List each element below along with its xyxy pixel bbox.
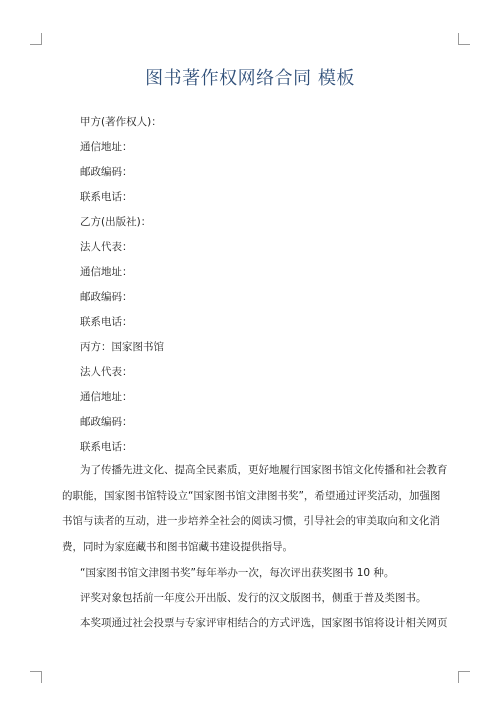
- field-party-b-address: 通信地址：: [80, 266, 133, 278]
- paragraph-scope: 评奖对象包括前一年度公开出版、发行的汉文版图书，侧重于普及类图书。: [80, 592, 427, 604]
- field-party-b-phone: 联系电话：: [80, 316, 133, 328]
- crop-mark-top-right: [458, 33, 470, 45]
- field-party-a: 甲方(著作权人)：: [80, 116, 162, 128]
- field-party-a-phone: 联系电话：: [80, 191, 133, 203]
- field-party-c: 丙方：国家图书馆: [80, 341, 164, 353]
- field-party-c-phone: 联系电话：: [80, 441, 133, 453]
- crop-mark-bottom-left: [30, 671, 42, 683]
- field-party-a-postcode: 邮政编码：: [80, 166, 133, 178]
- field-party-b-representative: 法人代表：: [80, 241, 133, 253]
- crop-mark-bottom-right: [458, 671, 470, 683]
- field-party-a-address: 通信地址：: [80, 141, 133, 153]
- party-fields: [80, 114, 440, 464]
- paragraph-method: [62, 611, 448, 637]
- paragraph-method-text: 本奖项通过社会投票与专家评审相结合的方式评选，国家图书馆将设计相关网页: [80, 617, 448, 629]
- field-party-c-postcode: 邮政编码：: [80, 416, 133, 428]
- paragraph-purpose: 为了传播先进文化、提高全民素质，更好地履行国家图书馆文化传播和社会教育的职能，国家图书馆特设立“国家图书馆文津图书奖”，希望通过评奖活动，加强图书馆与读者的互动，进一步培养全社会的阅读习惯，引导社会的审美取向和文化消费，同时为家庭藏书和图书馆藏书建设提供指导。: [62, 464, 448, 553]
- field-party-b: 乙方(出版社)：: [80, 216, 152, 228]
- document-title: 图书著作权网络合同 模板: [145, 68, 355, 89]
- field-party-b-postcode: 邮政编码：: [80, 291, 133, 303]
- crop-mark-top-left: [30, 33, 42, 45]
- paragraph-frequency: “国家图书馆文津图书奖”每年举办一次，每次评出获奖图书 10 种。: [80, 567, 395, 579]
- field-party-c-representative: 法人代表：: [80, 366, 133, 378]
- field-party-c-address: 通信地址：: [80, 391, 133, 403]
